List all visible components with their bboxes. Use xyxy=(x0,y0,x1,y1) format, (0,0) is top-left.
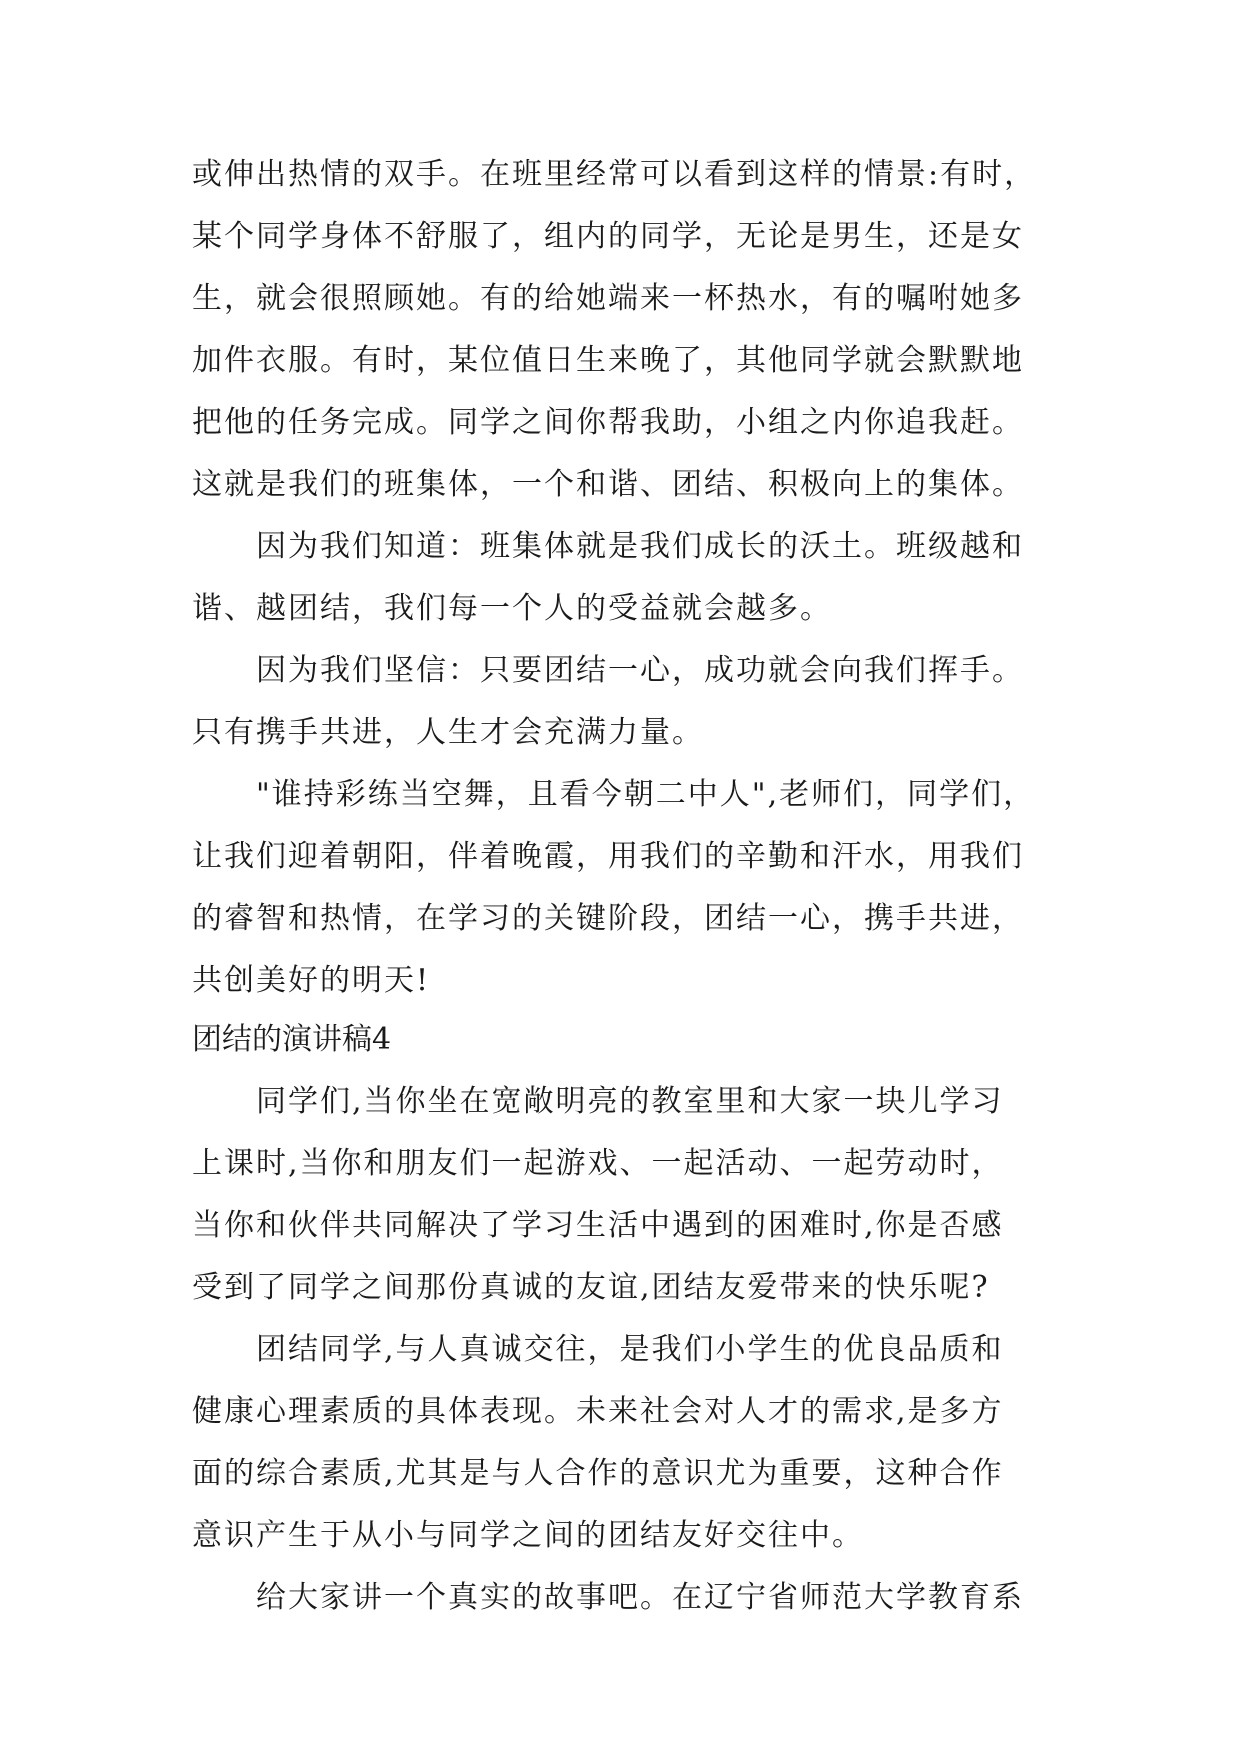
text-line: 当你和伙伴共同解决了学习生活中遇到的困难时,你是否感 xyxy=(192,1208,1004,1243)
text-line: 受到了同学之间那份真诚的友谊,团结友爱带来的快乐呢? xyxy=(192,1270,990,1305)
text-line: 面的综合素质,尤其是与人合作的意识尤为重要，这种合作 xyxy=(192,1456,1004,1491)
paragraph-first-line: "谁持彩练当空舞，且看今朝二中人",老师们，同学们， xyxy=(256,777,1036,812)
text-line: 只有携手共进，人生才会充满力量。 xyxy=(192,715,704,750)
paragraph-first-line: 团结同学,与人真诚交往，是我们小学生的优良品质和 xyxy=(256,1332,1004,1367)
text-line: 这就是我们的班集体，一个和谐、团结、积极向上的集体。 xyxy=(192,467,1024,502)
text-line: 或伸出热情的双手。在班里经常可以看到这样的情景:有时， xyxy=(192,157,1037,192)
text-line: 某个同学身体不舒服了，组内的同学，无论是男生，还是女 xyxy=(192,219,1024,254)
text-line: 的睿智和热情，在学习的关键阶段，团结一心，携手共进， xyxy=(192,901,1024,936)
text-line: 健康心理素质的具体表现。未来社会对人才的需求,是多方 xyxy=(192,1394,1004,1429)
text-line: 生，就会很照顾她。有的给她端来一杯热水，有的嘱咐她多 xyxy=(192,281,1024,316)
text-line: 上课时,当你和朋友们一起游戏、一起活动、一起劳动时， xyxy=(192,1146,1004,1181)
text-line: 谐、越团结，我们每一个人的受益就会越多。 xyxy=(192,591,832,626)
text-line: 共创美好的明天! xyxy=(192,963,431,998)
section-heading: 团结的演讲稿4 xyxy=(192,1022,392,1057)
paragraph-first-line: 因为我们坚信：只要团结一心，成功就会向我们挥手。 xyxy=(256,653,1024,688)
text-line: 加件衣服。有时，某位值日生来晚了，其他同学就会默默地 xyxy=(192,343,1024,378)
paragraph-first-line: 给大家讲一个真实的故事吧。在辽宁省师范大学教育系 xyxy=(256,1580,1024,1615)
text-line: 意识产生于从小与同学之间的团结友好交往中。 xyxy=(192,1518,864,1553)
paragraph-first-line: 同学们,当你坐在宽敞明亮的教室里和大家一块儿学习 xyxy=(256,1084,1004,1119)
text-line: 让我们迎着朝阳，伴着晚霞，用我们的辛勤和汗水，用我们 xyxy=(192,839,1024,874)
paragraph-first-line: 因为我们知道：班集体就是我们成长的沃土。班级越和 xyxy=(256,529,1024,564)
text-line: 把他的任务完成。同学之间你帮我助，小组之内你追我赶。 xyxy=(192,405,1024,440)
